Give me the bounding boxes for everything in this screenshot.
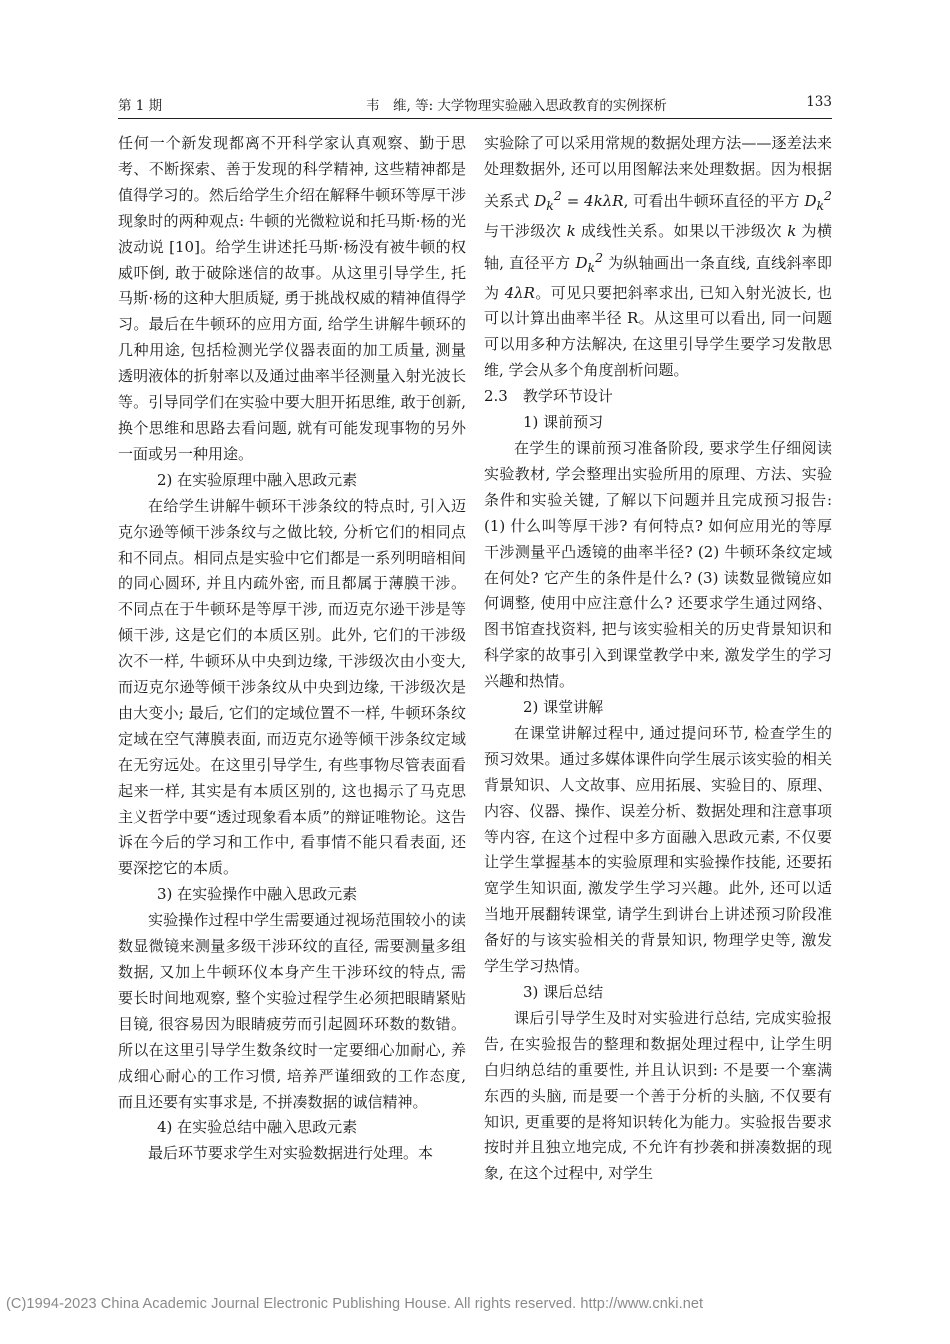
formula — [804, 187, 832, 213]
text-run: 为纵轴画出一条直线, 直线斜率即为 — [484, 253, 832, 302]
subsection-heading: 2) 课堂讲解 — [523, 698, 604, 717]
paragraph-with-formula — [484, 131, 832, 384]
formula-symbol: D — [804, 191, 817, 210]
formula-symbol: D — [575, 253, 588, 272]
right-column — [484, 131, 832, 1187]
issue-number: 第 1 期 — [118, 98, 163, 114]
text-run: 。可见只要把斜率求出, 已知入射光波长, 也可以计算出曲率半径 R。从这里可以看出, 同一问题可以用多种方法解决, 在这里引导学生要学习发散思维, 学会从多个角度剖析问题。 — [484, 283, 832, 380]
paragraph: 在学生的课前预习准备阶段, 要求学生仔细阅读实验教材, 学会整理出实验所用的原理、方法、实验条件和实验关键, 了解以下问题并且完成预习报告: (1) 什么叫等厚干涉? 有何特点? 如何应用光的等厚干涉测量平凸透镜的曲率半径? (2) 牛顿环条纹定域在何处? 它产生的条件是什么? (3) 读数显微镜应如何调整, 使用中应注意什么? 还要求学生通过网络、图书馆查找资料, 把与该实验相关的历史背景知识和科学家的故事引入到课堂教学中来, 激发学生的学习兴趣和热情。 — [484, 438, 832, 691]
formula-subscript: k — [546, 197, 554, 213]
formula-superscript: 2 — [824, 187, 832, 203]
paragraph: 在课堂讲解过程中, 通过提问环节, 检查学生的预习效果。通过多媒体课件向学生展示该实验的相关背景知识、人文故事、应用拓展、实验目的、原理、内容、仪器、操作、误差分析、数据处理和注意事项等内容, 在这个过程中多方面融入思政元素, 不仅要让学生掌握基本的实验原理和实验操作技能, 还要拓宽学生知识面, 激发学生学习兴趣。此外, 还可以适当地开展翻转课堂, 请学生到讲台上讲述预习阶段准备好的与该实验相关的背景知识, 物理学史等, 激发学生学习热情。 — [484, 723, 832, 976]
left-column — [118, 131, 466, 1167]
formula-symbol: k — [787, 221, 797, 240]
formula-superscript: 2 — [553, 187, 562, 203]
formula — [534, 187, 624, 213]
formula-subscript: k — [587, 259, 596, 275]
paragraph: 任何一个新发现都离不开科学家认真观察、勤于思考、不断探索、善于发现的科学精神, 这些精神都是值得学习的。然后给学生介绍在解释牛顿环等厚干涉现象时的两种观点: 牛顿的光微粒说和托马斯·杨的光波动说 [10]。给学生讲述托马斯·杨没有被牛顿的权威吓倒, 敢于破除迷信的故事。从这里引导学生, 托马斯·杨的这种大胆质疑, 勇于挑战权威的精神值得学习。最后在牛顿环的应用方面, 给学生讲解牛顿环的几种用途, 包括检测光学仪器表面的加工质量, 测量透明液体的折射率以及通过曲率半径测量入射光波长等。引导同学们在实验中要大胆开拓思维, 敢于创新, 换个思维和思路去看问题, 就有可能发现事物的另外一面或另一种用途。 — [118, 134, 466, 463]
text-run: 成线性关系。如果以干涉级次 — [575, 221, 788, 240]
subsection-heading: 4) 在实验总结中融入思政元素 — [157, 1118, 358, 1137]
text-run: 与干涉级次 — [484, 221, 567, 240]
section-heading: 2.3 教学环节设计 — [484, 387, 613, 406]
running-title: 韦 维, 等: 大学物理实验融入思政教育的实例探析 — [366, 98, 667, 114]
paragraph: 课后引导学生及时对实验进行总结, 完成实验报告, 在实验报告的整理和数据处理过程中, 让学生明白归纳总结的重要性, 并且认识到: 不是要一个塞满东西的头脑, 而是要一个善于分析的头脑, 不仅要有知识, 更重要的是将知识转化为能力。实验报告要求按时并且独立地完成, 不允许有抄袭和拼凑数据的现象, 在这个过程中, 对学生 — [484, 1008, 832, 1183]
paragraph: 最后环节要求学生对实验数据进行处理。本 — [148, 1144, 434, 1163]
formula-rest: = 4kλR — [561, 191, 624, 210]
subsection-heading: 3) 在实验操作中融入思政元素 — [157, 885, 358, 904]
running-header — [118, 94, 832, 116]
formula-subscript: k — [816, 197, 825, 213]
page-number: 133 — [806, 94, 832, 110]
subsection-heading: 2) 在实验原理中融入思政元素 — [157, 470, 358, 489]
header-rule — [118, 118, 832, 119]
formula-superscript: 2 — [595, 249, 604, 265]
copyright-footer: (C)1994-2023 China Academic Journal Electronic Publishing House. All rights reserved. http://www.cnki.net — [6, 1296, 704, 1312]
paragraph: 在给学生讲解牛顿环干涉条纹的特点时, 引入迈克尔逊等倾干涉条纹与之做比较, 分析它们的相同点和不同点。相同点是实验中它们都是一系列明暗相间的同心圆环, 并且内疏外密, 而且都属于薄膜干涉。不同点在于牛顿环是等厚干涉, 而迈克尔逊干涉是等倾干涉, 这是它们的本质区别。此外, 它们的干涉级次不一样, 牛顿环从中央到边缘, 干涉级次由小变大, 而迈克尔逊等倾干涉条纹从中央到边缘, 干涉级次是由大变小; 最后, 它们的定域位置不一样, 牛顿环条纹定域在空气薄膜表面, 而迈克尔逊等倾干涉条纹定域在无穷远处。在这里引导学生, 有些事物尽管表面看起来一样, 其实是有本质区别的, 这也揭示了马克思主义哲学中要“透过现象看本质”的辩证唯物论。这告诉在今后的学习和工作中, 看事情不能只看表面, 还要深挖它的本质。 — [118, 496, 466, 878]
formula-symbol: D — [534, 191, 547, 210]
paragraph: 实验操作过程中学生需要通过视场范围较小的读数显微镜来测量多级干涉环纹的直径, 需要测量多组数据, 又加上牛顿环仪本身产生干涉环纹的特点, 需要长时间地观察, 整个实验过程学生必须把眼睛紧贴目镜, 很容易因为眼睛疲劳而引起圆环环数的数错。所以在这里引导学生数条纹时一定要细心加耐心, 养成细心耐心的工作习惯, 培养严谨细致的工作态度, 而且还要有实事求是, 不拼凑数据的诚信精神。 — [118, 911, 466, 1111]
text-run: 为横轴, 直径平方 — [484, 221, 832, 272]
formula: 4λR — [504, 283, 535, 302]
subsection-heading: 1) 课前预习 — [523, 413, 604, 432]
formula-symbol: k — [566, 221, 576, 240]
text-run: 实验除了可以采用常规的数据处理方法——逐差法来处理数据外, 还可以用图解法来处理数据。因为根据关系式 — [484, 134, 832, 210]
formula — [575, 249, 604, 275]
subsection-heading: 3) 课后总结 — [523, 983, 604, 1001]
text-run: , 可看出牛顿环直径的平方 — [623, 191, 805, 210]
